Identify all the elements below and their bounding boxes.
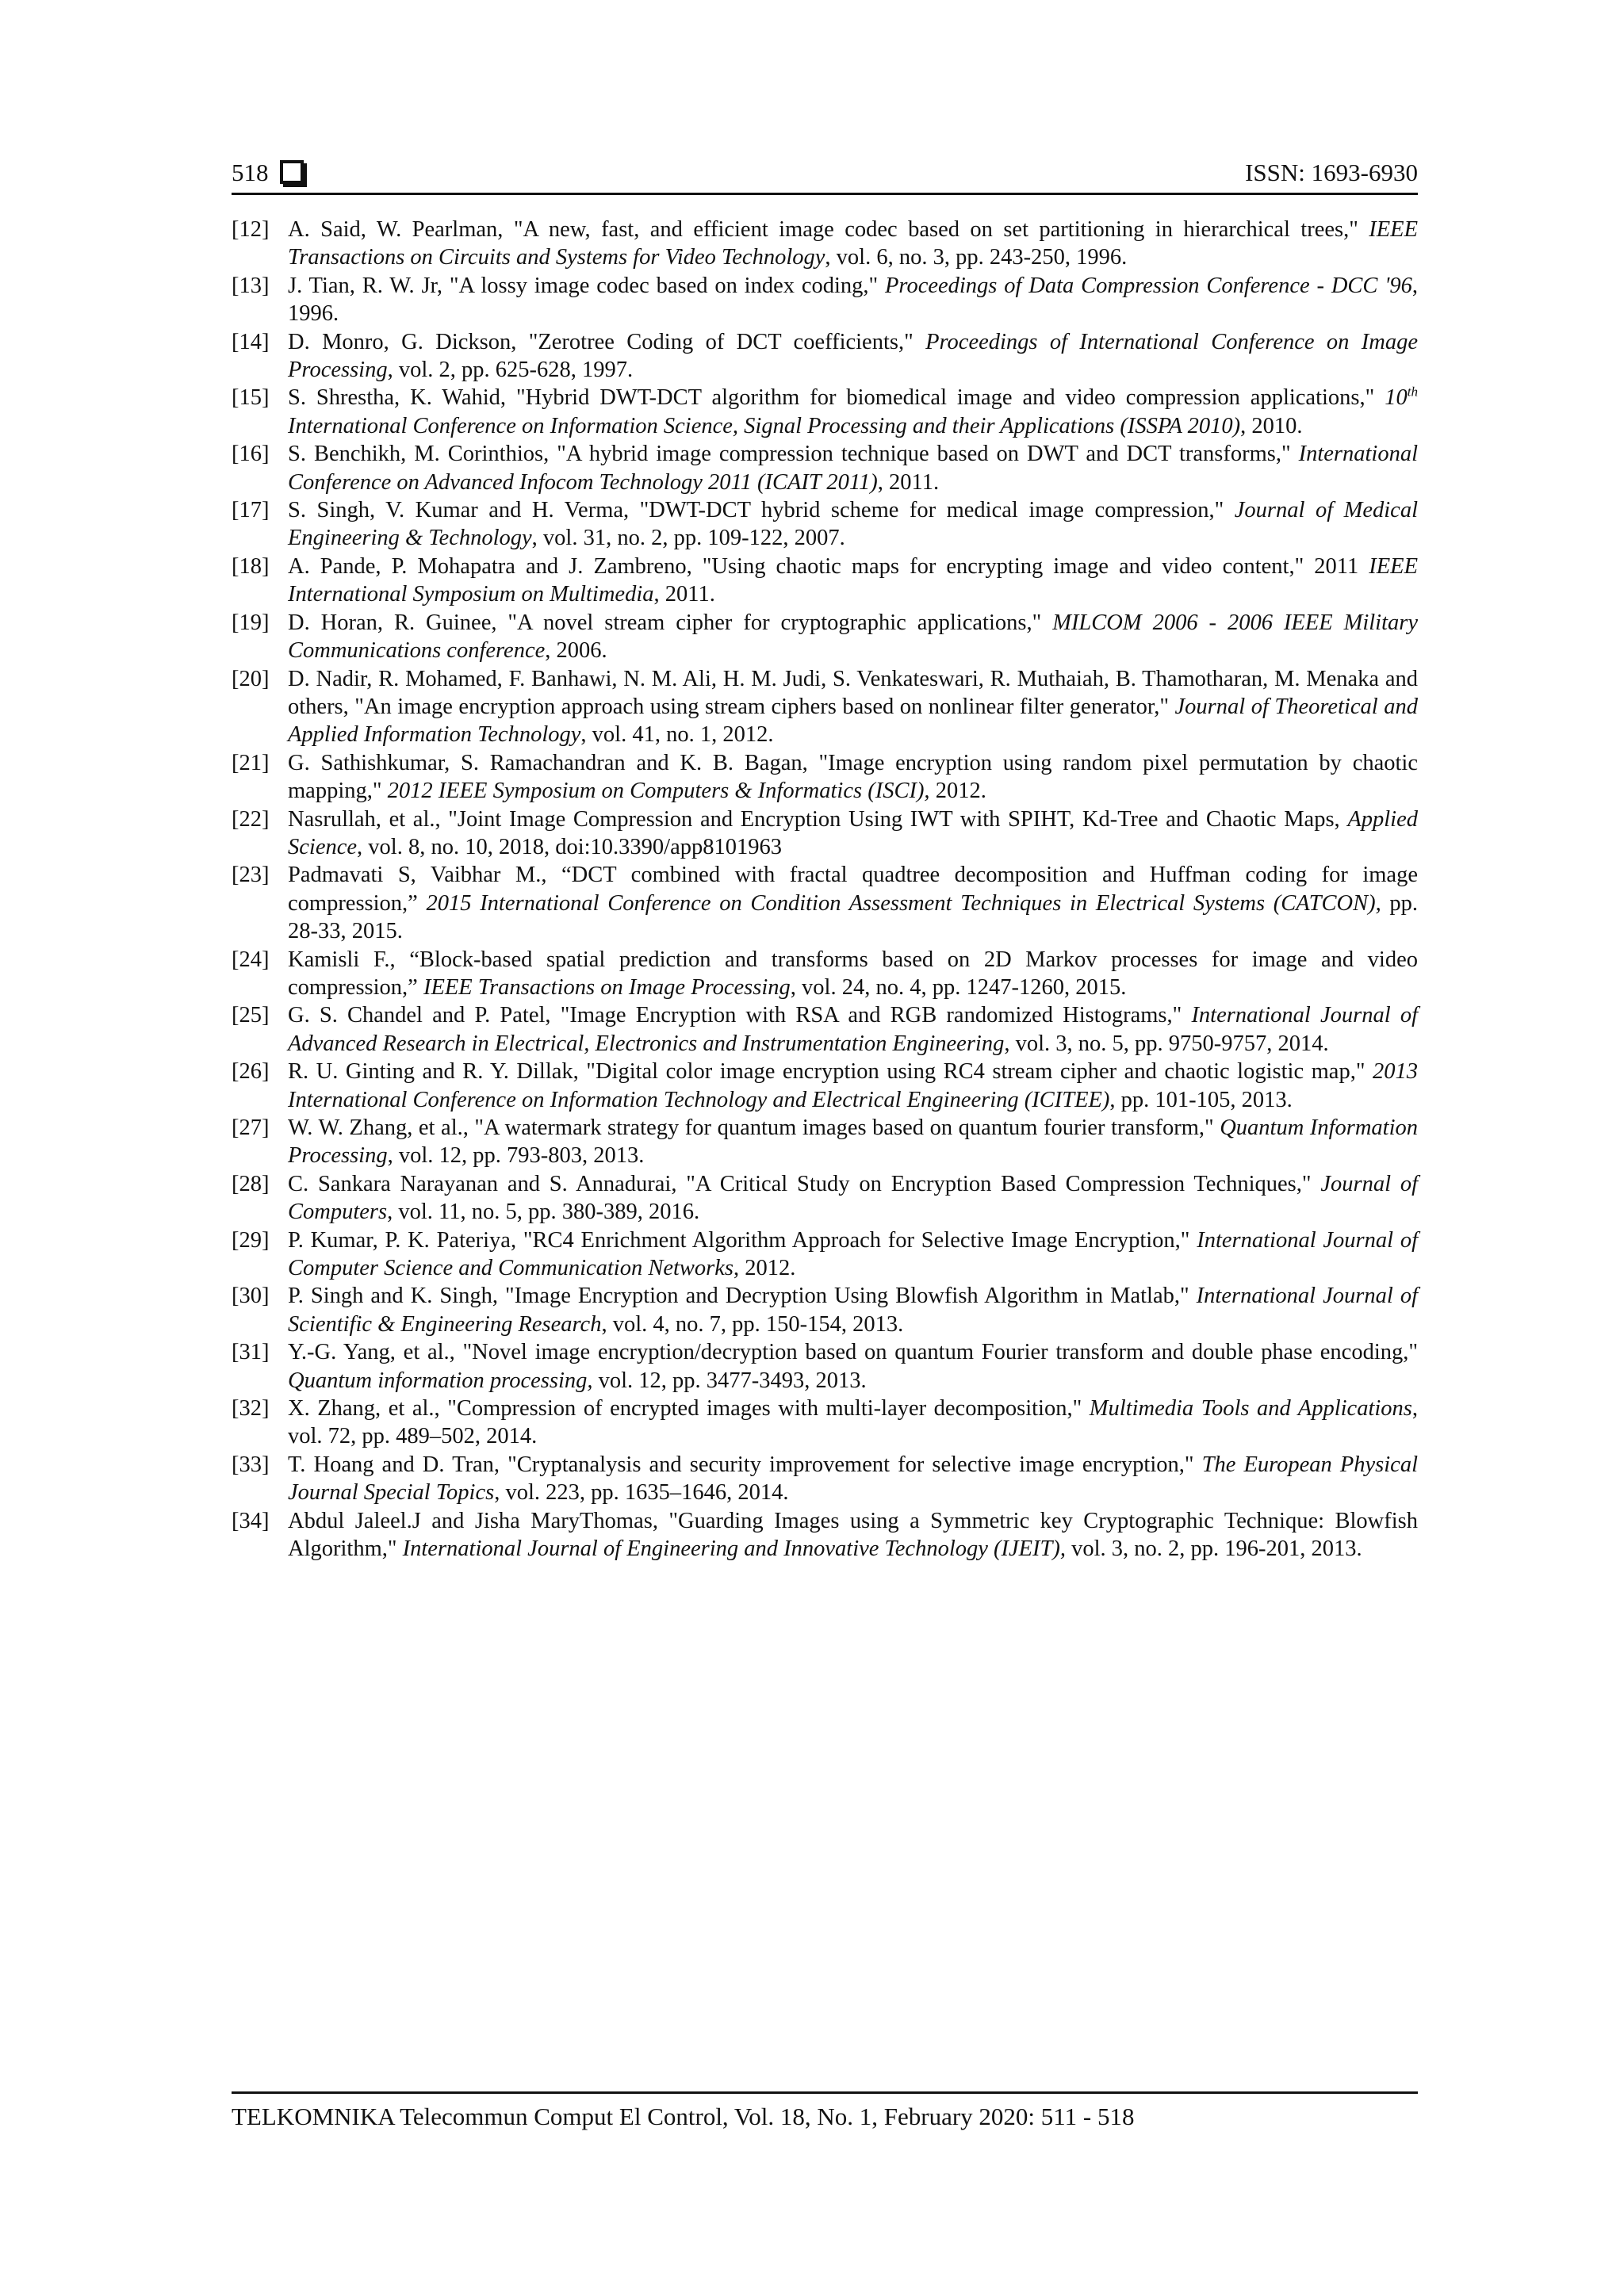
reference-venue: Multimedia Tools and Applications: [1089, 1396, 1412, 1422]
reference-venue: 10: [1385, 385, 1408, 411]
reference-segment: , 2011.: [877, 469, 940, 495]
reference-text: [288, 1226, 1418, 1283]
reference-text: [288, 1507, 1418, 1563]
reference-segment: , vol. 12, pp. 793-803, 2013.: [387, 1143, 645, 1169]
reference-segment: , 1996.: [288, 273, 1418, 327]
reference-venue: IEEE Transactions on Image Processing: [423, 974, 791, 1000]
reference-segment: 2012.: [929, 779, 986, 804]
reference-number: [30]: [232, 1284, 270, 1309]
reference-venue: Applied Science: [288, 806, 1418, 859]
reference-segment: A. Pande, P. Mohapatra and J. Zambreno, "Using chaotic maps for encrypting image and video content," 2011: [288, 553, 1369, 579]
reference-text: [288, 946, 1418, 1002]
reference-segment: Abdul Jaleel.J and Jisha MaryThomas, "Guarding Images using a Symmetric key Cryptographic Technique: Blowfish Algorithm,": [288, 1508, 1418, 1562]
reference-text: [288, 1338, 1418, 1395]
reference-text: [288, 384, 1418, 440]
reference-number: [31]: [232, 1340, 270, 1365]
reference-venue: IEEE Transactions on Circuits and Systems for Video Technology: [288, 217, 1418, 270]
reference-text: [288, 1395, 1418, 1451]
reference-text: [288, 272, 1418, 328]
reference-item: [232, 496, 1418, 553]
reference-segment: , vol. 11, no. 5, pp. 380-389, 2016.: [387, 1200, 700, 1225]
reference-item: [232, 946, 1418, 1002]
reference-item: [232, 1451, 1418, 1507]
reference-item: [232, 1226, 1418, 1283]
reference-item: [232, 665, 1418, 749]
reference-number: [16]: [232, 442, 270, 467]
reference-item: [232, 328, 1418, 385]
page-header: [232, 155, 1418, 190]
reference-venue: International Conference on Advanced Infocom Technology 2011 (ICAIT 2011): [288, 442, 1418, 495]
page-number: 518: [232, 159, 269, 186]
reference-item: [232, 806, 1418, 862]
reference-venue: International Journal of Computer Science and Communication Networks: [288, 1227, 1418, 1281]
reference-venue: Proceedings of Data Compression Conference - DCC '96: [885, 273, 1412, 298]
reference-number: [26]: [232, 1059, 270, 1085]
reference-segment: pp. 28-33, 2015.: [288, 890, 1419, 944]
reference-segment: X. Zhang, et al., "Compression of encrypted images with multi-layer decomposition,": [288, 1396, 1090, 1422]
reference-segment: vol. 12, pp. 3477-3493, 2013.: [592, 1368, 867, 1393]
reference-item: [232, 1058, 1418, 1114]
header-divider: [232, 193, 1418, 195]
reference-superscript-wrap: [1408, 385, 1418, 400]
reference-list: [232, 216, 1418, 1563]
reference-segment: , 2006.: [545, 638, 607, 664]
reference-number: [22]: [232, 806, 270, 832]
reference-number: [28]: [232, 1171, 270, 1196]
reference-venue: International Journal of Scientific & Engineering Research: [288, 1284, 1418, 1337]
reference-text: [288, 749, 1418, 806]
reference-segment: , vol. 72, pp. 489–502, 2014.: [288, 1396, 1418, 1449]
reference-venue: 2015 International Conference on Condition Assessment Techniques in Electrical Systems (CATCON),: [426, 890, 1381, 916]
reference-number: [18]: [232, 553, 270, 579]
reference-text: [288, 1170, 1418, 1226]
reference-segment: G. S. Chandel and P. Patel, "Image Encryption with RSA and RGB randomized Histograms,": [288, 1003, 1192, 1028]
reference-segment: , 2010.: [1240, 413, 1303, 438]
reference-venue: International Conference on Information Science, Signal Processing and their Applications (ISSPA 2010): [288, 413, 1241, 438]
reference-number: [14]: [232, 329, 270, 354]
reference-venue: IEEE International Symposium on Multimedia: [288, 553, 1418, 607]
reference-item: [232, 384, 1418, 440]
square-box-icon: [280, 160, 304, 184]
reference-segment: , vol. 24, no. 4, pp. 1247-1260, 2015.: [790, 974, 1127, 1000]
reference-venue: Proceedings of International Conference on Image Processing: [288, 329, 1419, 383]
reference-segment: S. Singh, V. Kumar and H. Verma, "DWT-DCT hybrid scheme for medical image compression,": [288, 498, 1235, 523]
page-footer: TELKOMNIKA Telecommun Comput El Control, Vol. 18, No. 1, February 2020: 511 - 518: [232, 2103, 1135, 2130]
reference-item: [232, 1170, 1418, 1226]
reference-number: [13]: [232, 273, 270, 298]
reference-text: [288, 806, 1418, 862]
reference-item: [232, 272, 1418, 328]
reference-venue: Quantum Information Processing: [288, 1115, 1419, 1169]
reference-segment: Kamisli F., “Block-based spatial prediction and transforms based on 2D Markov processes for image and video compression,”: [288, 947, 1418, 1000]
reference-segment: , vol. 4, no. 7, pp. 150-154, 2013.: [601, 1311, 904, 1337]
reference-number: [33]: [232, 1452, 270, 1477]
reference-text: [288, 496, 1418, 553]
reference-segment: S. Shrestha, K. Wahid, "Hybrid DWT-DCT algorithm for biomedical image and video compression applications,": [288, 385, 1385, 411]
reference-text: [288, 1282, 1418, 1338]
reference-venue: 2013 International Conference on Information Technology and Electrical Engineering (ICITEE): [288, 1059, 1418, 1112]
footer-divider: [232, 2091, 1418, 2094]
reference-item: [232, 1338, 1418, 1395]
reference-item: [232, 1282, 1418, 1338]
reference-text: [288, 216, 1418, 272]
reference-segment: D. Monro, G. Dickson, "Zerotree Coding of DCT coefficients,": [288, 329, 926, 354]
reference-venue: 2012 IEEE Symposium on Computers & Informatics (ISCI),: [387, 779, 930, 804]
reference-text: [288, 328, 1418, 385]
reference-segment: C. Sankara Narayanan and S. Annadurai, "A Critical Study on Encryption Based Compression Techniques,": [288, 1171, 1321, 1196]
reference-item: [232, 609, 1418, 665]
reference-number: [23]: [232, 863, 270, 888]
reference-segment: A. Said, W. Pearlman, "A new, fast, and efficient image codec based on set partitioning in hierarchical trees,": [288, 217, 1369, 242]
reference-segment: , vol. 31, no. 2, pp. 109-122, 2007.: [531, 526, 845, 551]
reference-segment: , vol. 3, no. 5, pp. 9750-9757, 2014.: [1004, 1031, 1329, 1056]
reference-segment: , 2011.: [653, 582, 715, 607]
reference-number: [12]: [232, 217, 270, 242]
reference-item: [232, 216, 1418, 272]
reference-number: [32]: [232, 1396, 270, 1422]
reference-text: [288, 553, 1418, 609]
reference-segment: T. Hoang and D. Tran, "Cryptanalysis and security improvement for selective image encryption,": [288, 1452, 1202, 1477]
reference-text: [288, 665, 1418, 749]
reference-text: [288, 1058, 1418, 1114]
reference-item: [232, 861, 1418, 945]
reference-number: [34]: [232, 1508, 270, 1533]
reference-number: [27]: [232, 1115, 270, 1140]
reference-segment: P. Kumar, P. K. Pateriya, "RC4 Enrichment Algorithm Approach for Selective Image Encryption,": [288, 1227, 1197, 1253]
reference-segment: W. W. Zhang, et al., "A watermark strategy for quantum images based on quantum fourier transform,": [288, 1115, 1220, 1140]
reference-text: [288, 861, 1418, 945]
reference-venue: International Journal of Advanced Research in Electrical, Electronics and Instrumentation Engineering: [288, 1003, 1418, 1056]
reference-item: [232, 1001, 1418, 1058]
issn-label: ISSN: 1693-6930: [1245, 159, 1418, 186]
reference-item: [232, 440, 1418, 496]
reference-number: [15]: [232, 385, 270, 411]
reference-segment: , 2012.: [733, 1256, 796, 1281]
reference-segment: G. Sathishkumar, S. Ramachandran and K. B. Bagan, "Image encryption using random pixel permutation by chaotic mapping,": [288, 750, 1418, 804]
reference-number: [20]: [232, 666, 270, 691]
reference-item: [232, 1114, 1418, 1170]
reference-number: [19]: [232, 610, 270, 635]
reference-venue: Quantum information processing,: [288, 1368, 593, 1393]
reference-item: [232, 1507, 1418, 1563]
reference-venue: Journal of Computers: [288, 1171, 1418, 1225]
reference-text: [288, 609, 1418, 665]
reference-segment: Padmavati S, Vaibhar M., “DCT combined with fractal quadtree decomposition and Huffman coding for image compression,”: [288, 863, 1418, 916]
reference-segment: , vol. 8, no. 10, 2018, doi:10.3390/app8101963: [357, 834, 782, 859]
reference-segment: J. Tian, R. W. Jr, "A lossy image codec based on index coding,": [288, 273, 885, 298]
reference-venue: Journal of Medical Engineering & Technology: [288, 498, 1418, 551]
header-left: [232, 155, 304, 190]
reference-venue: MILCOM 2006 - 2006 IEEE Military Communications conference: [288, 610, 1418, 664]
reference-venue: International Journal of Engineering and Innovative Technology (IJEIT),: [402, 1536, 1067, 1562]
reference-segment: Y.-G. Yang, et al., "Novel image encryption/decryption based on quantum Fourier transform and double phase encoding,": [288, 1340, 1418, 1365]
reference-text: [288, 1114, 1418, 1170]
reference-segment: P. Singh and K. Singh, "Image Encryption and Decryption Using Blowfish Algorithm in Matlab,": [288, 1284, 1197, 1309]
reference-item: [232, 553, 1418, 609]
reference-number: [24]: [232, 947, 270, 972]
reference-segment: D. Nadir, R. Mohamed, F. Banhawi, N. M. Ali, H. M. Judi, S. Venkateswari, R. Muthaiah, B. Thamotharan, M. Menaka and others, "An image encryption approach using stream ciphers based on nonlinear filter generator,": [288, 666, 1418, 719]
reference-segment: , vol. 2, pp. 625-628, 1997.: [387, 358, 634, 383]
reference-segment: R. U. Ginting and R. Y. Dillak, "Digital color image encryption using RC4 stream cipher and chaotic logistic map,": [288, 1059, 1373, 1085]
reference-segment: , vol. 41, no. 1, 2012.: [580, 722, 774, 748]
reference-superscript: th: [1407, 384, 1418, 400]
reference-number: [17]: [232, 498, 270, 523]
reference-text: [288, 440, 1418, 496]
reference-segment: , vol. 223, pp. 1635–1646, 2014.: [494, 1480, 789, 1506]
reference-text: [288, 1451, 1418, 1507]
reference-venue: The European Physical Journal Special Topics: [288, 1452, 1418, 1506]
reference-segment: Nasrullah, et al., "Joint Image Compression and Encryption Using IWT with SPIHT, Kd-Tree and Chaotic Maps,: [288, 806, 1348, 832]
reference-segment: D. Horan, R. Guinee, "A novel stream cipher for cryptographic applications,": [288, 610, 1053, 635]
reference-number: [25]: [232, 1003, 270, 1028]
reference-text: [288, 1001, 1418, 1058]
reference-number: [29]: [232, 1227, 270, 1253]
reference-venue: Journal of Theoretical and Applied Information Technology: [288, 694, 1418, 748]
reference-item: [232, 749, 1418, 806]
reference-number: [21]: [232, 750, 270, 775]
reference-segment: vol. 3, no. 2, pp. 196-201, 2013.: [1066, 1536, 1362, 1562]
reference-segment: , vol. 6, no. 3, pp. 243-250, 1996.: [825, 245, 1128, 270]
reference-segment: , pp. 101-105, 2013.: [1109, 1087, 1293, 1112]
reference-item: [232, 1395, 1418, 1451]
reference-segment: S. Benchikh, M. Corinthios, "A hybrid image compression technique based on DWT and DCT transforms,": [288, 442, 1299, 467]
